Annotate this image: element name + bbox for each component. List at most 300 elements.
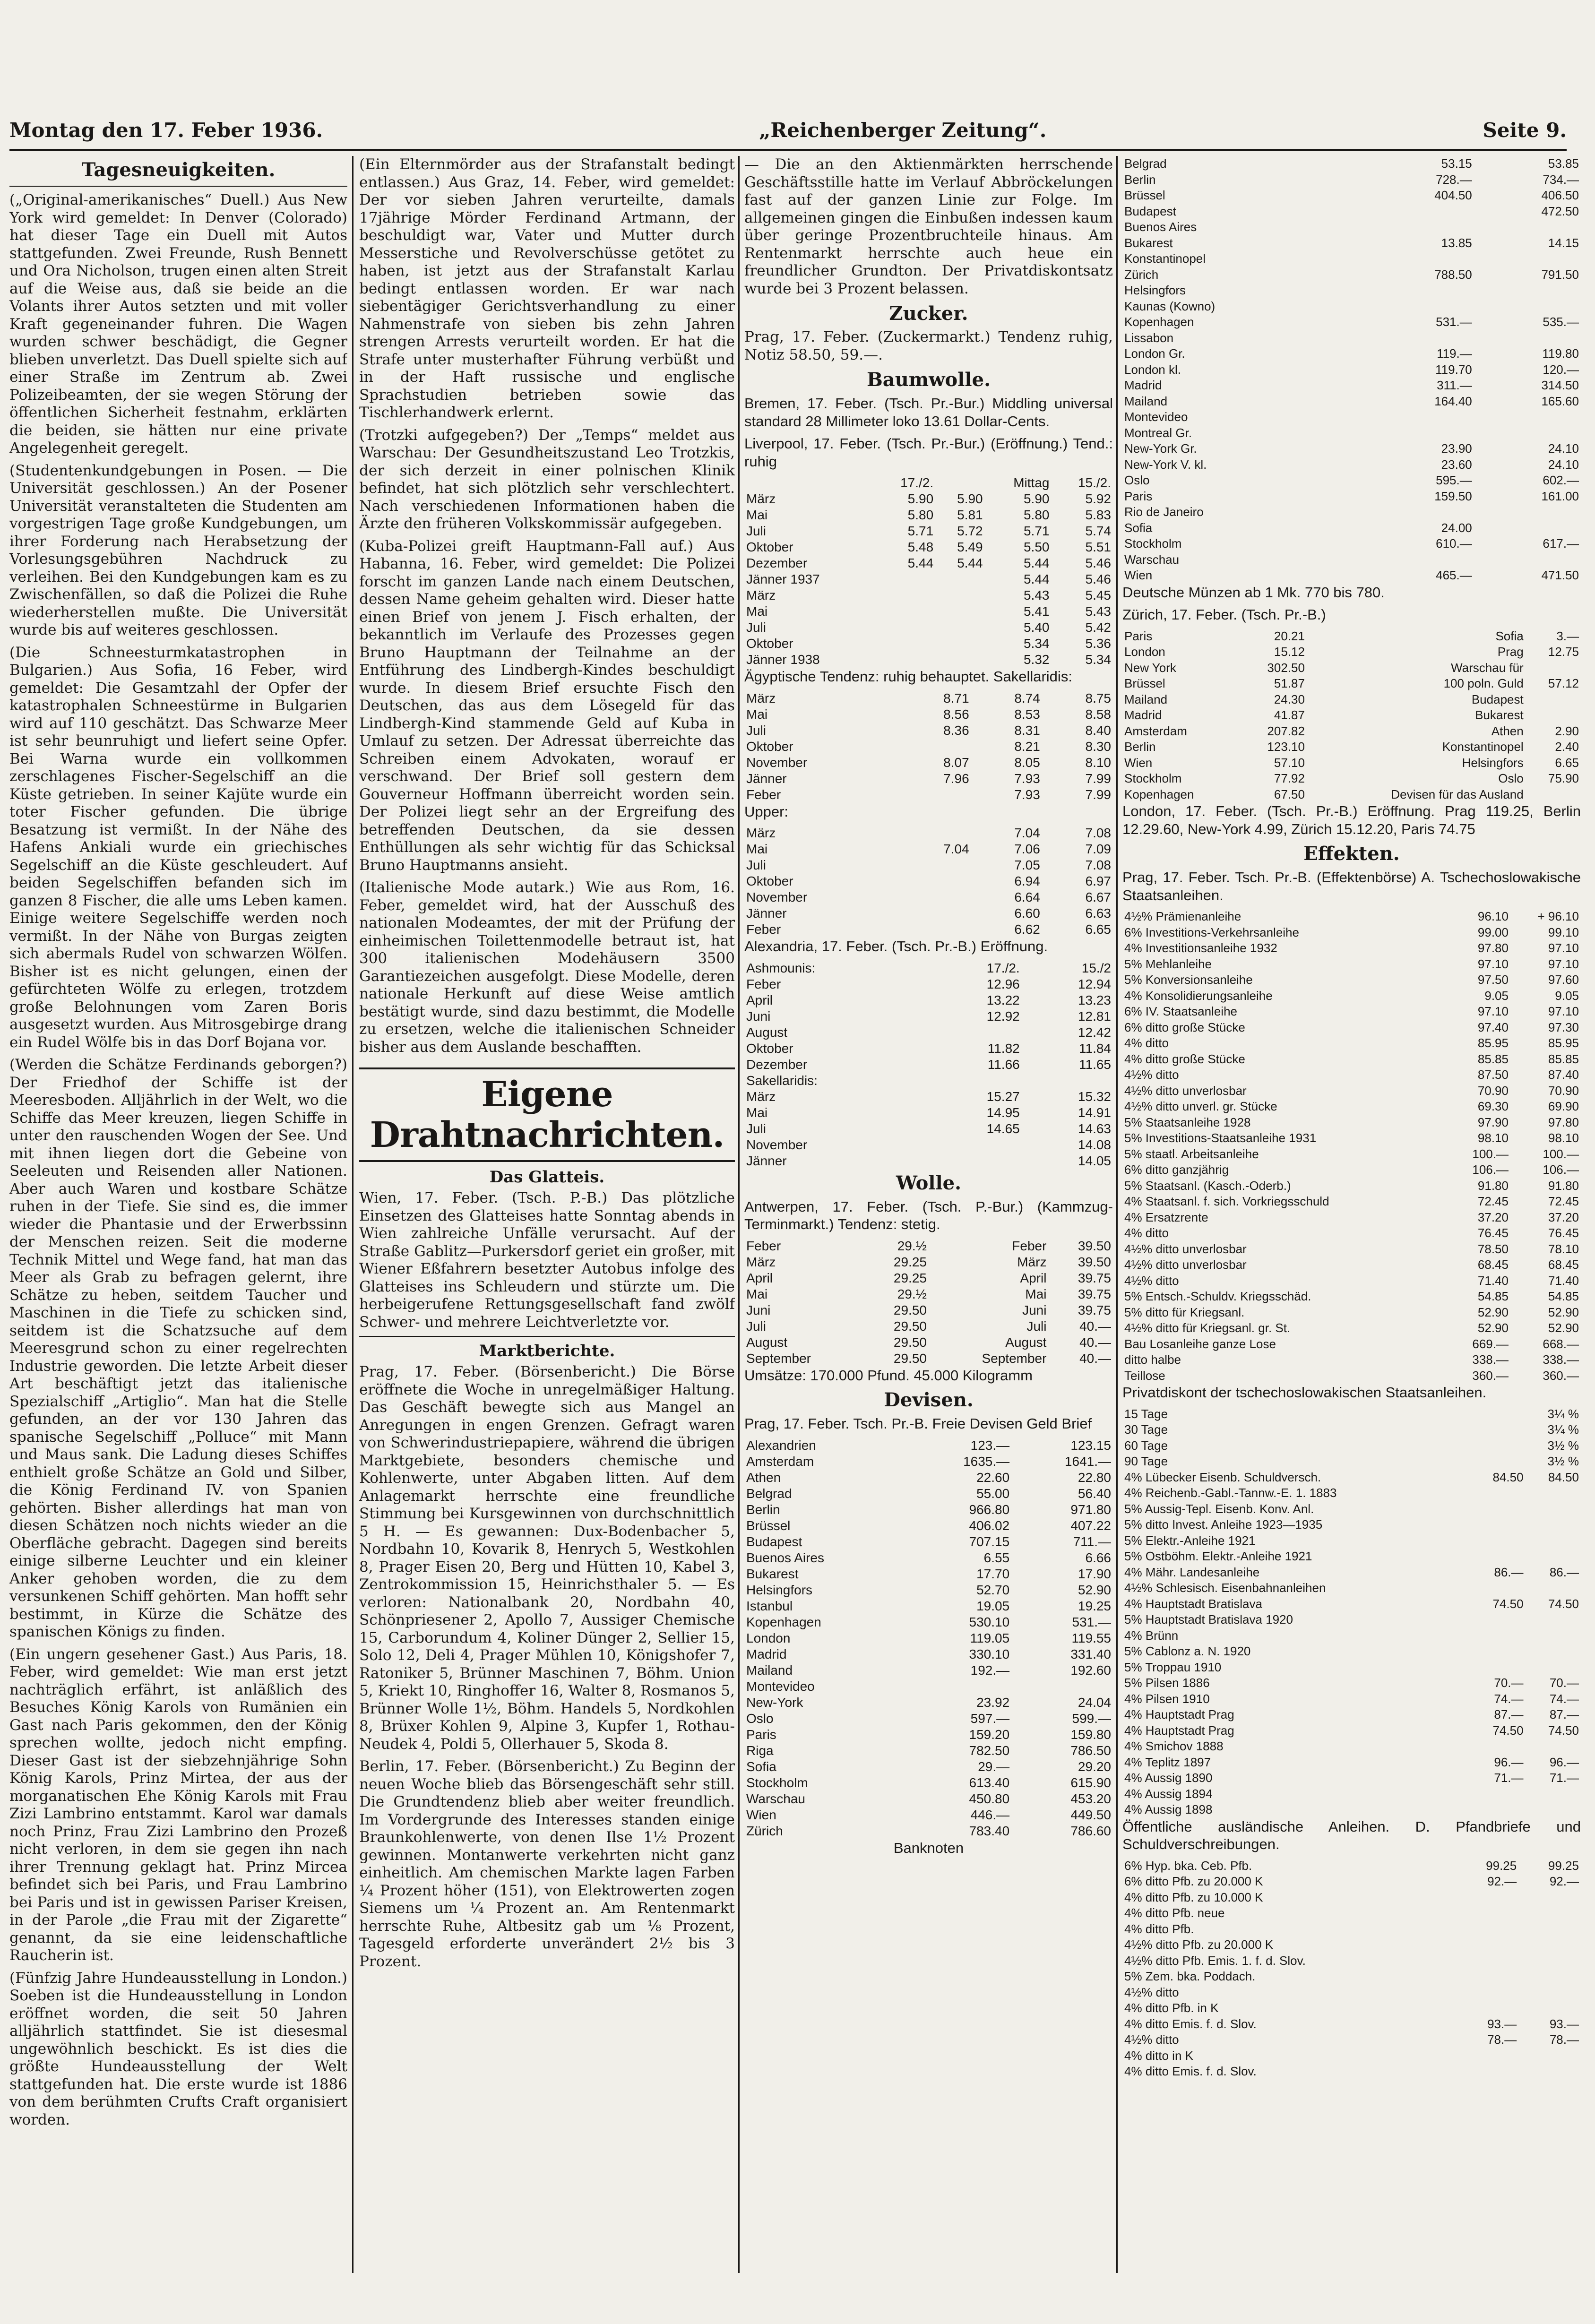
- table-cell: 14.95: [986, 1105, 1020, 1120]
- table-cell: 788.50: [1434, 267, 1472, 282]
- table-cell: 99.25: [1486, 1858, 1517, 1873]
- table-cell: 8.10: [1085, 755, 1111, 770]
- table-cell: 8.71: [943, 690, 969, 706]
- table-row: [1122, 972, 1581, 988]
- table-cell: Jänner 1937: [746, 572, 820, 586]
- table-cell: Montreal Gr.: [1124, 425, 1192, 440]
- table-row: [1122, 552, 1581, 568]
- table-row: [744, 1598, 1113, 1614]
- table-row: [1122, 1438, 1581, 1454]
- table-row: [1122, 676, 1581, 692]
- table-cell: [1470, 1517, 1525, 1533]
- table-cell: [935, 620, 984, 636]
- table-row: [744, 1024, 1113, 1041]
- egypt-heading: Ägyptische Tendenz: ruhig behauptet. Sakellaridis:: [744, 668, 1072, 685]
- table-cell: 472.50: [1541, 204, 1579, 218]
- table-row: [1122, 1660, 1581, 1676]
- table-cell: 4% ditto: [1124, 1226, 1169, 1240]
- table-row: [744, 1743, 1113, 1759]
- table-row: [744, 491, 1113, 507]
- table-row: [744, 1630, 1113, 1646]
- table-cell: 602.—: [1543, 473, 1579, 487]
- table-row: [744, 787, 1113, 803]
- table-cell: [1470, 1612, 1525, 1628]
- table-cell: 87.—: [1494, 1707, 1524, 1721]
- table-cell: [1526, 1660, 1581, 1676]
- article: — Die an den Aktienmärkten herrschende Geschäftsstille hatte im Verlauf Abbröckelungen fast auf der ganzen Linie zur Folge. Im allgemeinen gingen die Einbußen indessen kaum über geringe Prozentbruchteile hinaus. Am Rentenmarkt herrschte auch heue ein freundlicher Grundton. Der Privatdiskontsatz wurde bei 3 Prozent belassen.: [744, 156, 1113, 297]
- table-row: [744, 739, 1113, 755]
- table-cell: [1526, 1485, 1581, 1501]
- table-cell: 90 Tage: [1124, 1454, 1168, 1468]
- table-cell: 29.25: [893, 1254, 927, 1269]
- table-cell: Oktober: [746, 739, 793, 754]
- table-cell: 52.70: [976, 1582, 1010, 1597]
- table-row: [1122, 156, 1581, 172]
- table-cell: 106.—: [1472, 1162, 1509, 1177]
- table-row: [1122, 188, 1581, 204]
- table-cell: 70.90: [1477, 1083, 1509, 1098]
- table-cell: 615.90: [1070, 1775, 1111, 1790]
- table-cell: Feber: [746, 1238, 781, 1253]
- table-cell: 786.50: [1070, 1743, 1111, 1758]
- table-row: [744, 1566, 1113, 1582]
- table-row: [744, 1711, 1113, 1727]
- table-cell: 8.75: [1085, 690, 1111, 706]
- table-cell: [935, 587, 984, 603]
- table-cell: 55.00: [976, 1486, 1010, 1501]
- table-cell: 4% Aussig 1894: [1124, 1786, 1213, 1801]
- table-cell: 5.80: [907, 508, 934, 522]
- table-row: [1122, 1352, 1581, 1368]
- table-row: [1122, 1336, 1581, 1352]
- table-cell: 40.—: [1079, 1318, 1111, 1334]
- banknoten-heading: Banknoten: [893, 1839, 964, 1856]
- table-cell: 92.—: [1549, 1874, 1579, 1888]
- table-cell: 8.53: [1014, 706, 1040, 722]
- table-cell: 8.58: [1085, 706, 1111, 722]
- table-row: [744, 723, 1113, 739]
- table-cell: Wien: [746, 1807, 776, 1822]
- table-cell: 971.80: [1070, 1502, 1111, 1517]
- table-cell: 7.93: [1014, 787, 1040, 802]
- table-cell: Rio de Janeiro: [1124, 505, 1204, 519]
- table-row: [1122, 787, 1581, 803]
- table-cell: 13.23: [1078, 992, 1111, 1007]
- table-row: [1122, 1723, 1581, 1739]
- table-cell: [930, 1073, 1021, 1089]
- table-cell: 4½% ditto: [1124, 2032, 1179, 2047]
- table-cell: [874, 636, 936, 652]
- table-cell: 8.30: [1085, 739, 1111, 754]
- table-cell: London kl.: [1124, 362, 1181, 377]
- table-cell: 6.66: [1085, 1550, 1111, 1565]
- table-cell: 15./2: [1081, 960, 1111, 975]
- table-cell: 669.—: [1472, 1336, 1509, 1351]
- table-cell: April: [746, 1270, 773, 1285]
- table-cell: 531.—: [1072, 1614, 1111, 1629]
- table-row: [744, 873, 1113, 889]
- table-cell: Paris: [1124, 628, 1153, 643]
- table-cell: 6.97: [1085, 874, 1111, 888]
- table-cell: 39.50: [1078, 1254, 1111, 1269]
- table-cell: 9.05: [1555, 988, 1579, 1003]
- table-cell: 56.40: [1078, 1486, 1111, 1501]
- muenzen-note: Deutsche Münzen ab 1 Mk. 770 bis 780.: [1122, 584, 1385, 601]
- table-cell: [1470, 1580, 1525, 1596]
- table-cell: 15./2.: [1078, 475, 1111, 490]
- table-row: [1122, 504, 1581, 520]
- table-cell: Paris: [1124, 489, 1153, 503]
- table-cell: 97.30: [1548, 1020, 1579, 1034]
- privat-table: [1122, 1406, 1581, 1470]
- table-cell: [900, 787, 971, 803]
- table-row: [1122, 204, 1581, 220]
- table-cell: 6% ditto ganzjährig: [1124, 1162, 1229, 1177]
- table-row: [744, 706, 1113, 723]
- table-cell: 97.90: [1477, 1115, 1509, 1129]
- table-cell: 78.10: [1548, 1241, 1579, 1256]
- table-cell: 7.08: [1085, 858, 1111, 872]
- table-cell: 52.90: [1477, 1321, 1509, 1335]
- table-row: [1122, 1675, 1581, 1691]
- table-cell: 8.74: [1014, 690, 1040, 706]
- alexandria-heading: Alexandria, 17. Feber. (Tsch. Pr.-B.) Eröffnung.: [744, 938, 1048, 955]
- table-cell: [1526, 787, 1581, 803]
- table-row: [744, 555, 1113, 571]
- table-cell: [874, 571, 936, 587]
- table-cell: Lissabon: [1124, 330, 1174, 345]
- table-cell: 74.—: [1494, 1691, 1524, 1706]
- table-cell: [1470, 1628, 1525, 1644]
- table-cell: 72.45: [1548, 1194, 1579, 1208]
- table-cell: 71.40: [1548, 1273, 1579, 1288]
- table-cell: [1474, 219, 1581, 235]
- table-cell: [900, 905, 971, 921]
- table-cell: 5.90: [1023, 491, 1050, 506]
- table-cell: 99.00: [1477, 925, 1509, 939]
- table-row: [1122, 536, 1581, 552]
- table-row: [744, 1807, 1113, 1823]
- zucker-report: Prag, 17. Feber. (Zuckermarkt.) Tendenz ruhig, Notiz 58.50, 59.—.: [744, 328, 1113, 363]
- table-row: [1122, 1320, 1581, 1336]
- table-cell: 728.—: [1436, 172, 1472, 187]
- table-cell: [900, 921, 971, 938]
- table-cell: 74.50: [1492, 1596, 1524, 1611]
- table-cell: 8.36: [943, 723, 969, 738]
- table-cell: 530.10: [969, 1614, 1010, 1629]
- table-cell: 5.44: [1023, 556, 1050, 570]
- table-row: [744, 889, 1113, 905]
- table-cell: Mai: [746, 1105, 768, 1120]
- table-row: [744, 587, 1113, 603]
- table-cell: Buenos Aires: [746, 1550, 824, 1565]
- table-cell: Juni: [746, 1302, 771, 1317]
- table-row: [1122, 1533, 1581, 1549]
- table-row: [744, 841, 1113, 857]
- table-cell: Brüssel: [1124, 676, 1165, 690]
- table-cell: 1641.—: [1064, 1454, 1111, 1469]
- table-cell: 11.82: [987, 1041, 1020, 1056]
- table-cell: 69.90: [1548, 1099, 1579, 1113]
- table-row: [744, 620, 1113, 636]
- table-cell: 6% IV. Staatsanleihe: [1124, 1004, 1237, 1018]
- table-cell: April: [746, 992, 773, 1007]
- table-row: [744, 1318, 1113, 1334]
- table-cell: 5.32: [1023, 652, 1050, 667]
- table-row: [1122, 2016, 1581, 2032]
- table-cell: [1518, 1969, 1581, 1985]
- table-cell: [1457, 1905, 1519, 1921]
- table-cell: [1367, 204, 1474, 220]
- table-cell: 17./2.: [986, 960, 1020, 975]
- table-cell: 5% staatl. Arbeitsanleihe: [1124, 1146, 1259, 1161]
- table-cell: [935, 603, 984, 620]
- devisen-heading: Prag, 17. Feber. Tsch. Pr.-B. Freie Devisen Geld Brief: [744, 1415, 1092, 1432]
- table-cell: 4% ditto: [1124, 1036, 1169, 1050]
- table-cell: 119.70: [1435, 362, 1472, 377]
- table-cell: 450.80: [969, 1791, 1010, 1806]
- table-cell: 87.—: [1549, 1707, 1579, 1721]
- table-cell: 5% Staatsanleihe 1928: [1124, 1115, 1251, 1129]
- article: (Die Schneesturmkatastrophen in Bulgarien.) Aus Sofia, 16 Feber, wird gemeldet: Die Gesamtzahl der Opfer der katastrophalen Schneestürme in Bulgarien wird auf 110 geschätzt. Das Schwarze Meer ist sehr beunruhigt und liefert seine Opfer. Bei Warna wurde ein vollkommen zerschlagenes Fischer-Segelschiff an die Küste getrieben. In seiner Kajüte wurde ein toter Fischer gefunden. Die übrige Besatzung ist vermißt. In der Nähe des Hafens Ankiali wurde ein griechisches Segelschiff an die Küste geschleudert. Auf beiden Segelschiffen befanden sich im ganzen 8 Fischer, die alle ums Leben kamen. Einige weitere Segelschiffe werden noch vermißt. In der Nähe von Burgas zeigten sich abermals Rudel von schwarzen Wölfen. Bisher ist es nicht gelungen, einen der gefürchteten Wölfe zu erlegen, trotzdem große Belohnungen vom Zaren Boris ausgesetzt wurden. Aus Mitrosgebirge drang ein Rudel Wölfe bis in das Dorf Bojana vor.: [9, 644, 347, 1051]
- table-cell: 78.—: [1487, 2032, 1517, 2047]
- table-cell: 6.65: [1555, 755, 1579, 770]
- table-cell: [1457, 1937, 1519, 1953]
- table-cell: Oslo: [746, 1711, 774, 1726]
- table-cell: Bukarest: [746, 1566, 799, 1581]
- table-row: [1122, 1020, 1581, 1036]
- table-cell: [1457, 2000, 1519, 2016]
- table-cell: Sofia: [1495, 628, 1524, 643]
- table-cell: 106.—: [1543, 1162, 1579, 1177]
- table-cell: 19.25: [1078, 1598, 1111, 1613]
- table-cell: 6% ditto Pfb. zu 20.000 K: [1124, 1874, 1263, 1888]
- table-row: [1122, 1004, 1581, 1020]
- table-cell: 67.50: [1274, 787, 1305, 801]
- table-cell: [1474, 409, 1581, 425]
- table-cell: Athen: [746, 1470, 781, 1485]
- table-row: [1122, 1067, 1581, 1083]
- table-cell: 734.—: [1543, 172, 1579, 187]
- table-cell: [1474, 552, 1581, 568]
- table-cell: Mittag: [1013, 475, 1050, 490]
- table-cell: Alexandrien: [746, 1437, 816, 1453]
- table-row: [1122, 1517, 1581, 1533]
- table-row: [1122, 330, 1581, 346]
- table-row: [1122, 1406, 1581, 1422]
- table-cell: 7.93: [1014, 771, 1040, 786]
- table-cell: November: [746, 890, 808, 904]
- table-cell: 597.—: [970, 1711, 1010, 1726]
- table-row: [1122, 520, 1581, 536]
- table-cell: 4½% ditto unverlosbar: [1124, 1257, 1247, 1272]
- table-cell: Brüssel: [746, 1518, 791, 1533]
- table-cell: [935, 652, 984, 668]
- table-cell: 8.31: [1014, 723, 1040, 738]
- table-cell: [1457, 1921, 1519, 1937]
- table-row: [1122, 378, 1581, 394]
- table-cell: 93.—: [1487, 2016, 1517, 2031]
- table-cell: 782.50: [969, 1743, 1010, 1758]
- table-cell: 23.92: [976, 1695, 1010, 1710]
- table-row: [744, 1759, 1113, 1775]
- table-cell: 465.—: [1436, 568, 1472, 582]
- pfand-table: [1122, 1858, 1581, 2080]
- table-cell: 11.65: [1079, 1057, 1111, 1072]
- table-row: [1122, 1770, 1581, 1786]
- table-cell: 613.40: [969, 1775, 1010, 1790]
- table-cell: [1518, 2064, 1581, 2080]
- table-cell: [1526, 1786, 1581, 1802]
- table-cell: Berlin: [1124, 172, 1156, 187]
- table-cell: September: [982, 1351, 1047, 1366]
- table-cell: 97.10: [1548, 1004, 1579, 1018]
- table-cell: Budapest: [1124, 204, 1176, 218]
- table-row: [1122, 1289, 1581, 1305]
- table-row: [744, 636, 1113, 652]
- table-cell: 5.51: [1085, 540, 1111, 554]
- article: (Studentenkundgebungen in Posen. — Die Universität geschlossen.) An der Posener Universität veranstalteten die Studenten am vorgestrigen Tage große Kundgebungen, um ihrer Forderung nach Herabsetzung der Vorlesungsgebühren Nachdruck zu verleihen. Bei den Kundgebungen kam es zu Zwischenfällen, so daß die Polizei die Ruhe wiederherstellen mußte. Die Universität wurde bis auf weiteres geschlossen.: [9, 462, 347, 638]
- liverpool-table: [744, 475, 1113, 668]
- table-row: [744, 1302, 1113, 1318]
- table-cell: 7.05: [1014, 858, 1040, 872]
- subheading-glatteis: Das Glatteis.: [489, 1168, 605, 1187]
- table-cell: 4% Smichov 1888: [1124, 1739, 1224, 1753]
- antwerpen-heading: Antwerpen, 17. Feber. (Tsch. P.-Bur.) (Kammzug-Terminmarkt.) Tendenz: stetig.: [744, 1198, 1113, 1232]
- section-title-tagesneuigkeiten: Tagesneuigkeiten.: [81, 159, 276, 181]
- table-cell: 4% Hauptstadt Prag: [1124, 1707, 1234, 1721]
- table-cell: 7.04: [943, 842, 969, 856]
- table-cell: 123.15: [1070, 1437, 1111, 1453]
- table-row: [744, 1486, 1113, 1502]
- table-cell: 40.—: [1079, 1334, 1111, 1350]
- table-row: [1122, 956, 1581, 973]
- effekten-heading: Prag, 17. Feber. Tsch. Pr.-B. (Effektenbörse) A. Tschechoslowakische Staatsanleihen.: [1122, 869, 1581, 904]
- table-cell: 100.—: [1472, 1146, 1509, 1161]
- table-row: [1122, 707, 1581, 723]
- table-row: [1122, 457, 1581, 473]
- table-cell: 37.20: [1548, 1210, 1579, 1224]
- table-cell: 30 Tage: [1124, 1422, 1168, 1437]
- table-row: [1122, 425, 1581, 441]
- article: („Original-amerikanisches“ Duell.) Aus New York wird gemeldet: In Denver (Colorado) hat dieser Tage ein Duell mit Autos stattgefunden. Zwei Freunde, Rush Bennett und Ora Nicholson, trugen einen alten Streit auf die Weise aus, daß sie beide an die Volants ihrer Autos setzten und mit voller Kraft gegeneinander fuhren. Die Wagen wurden schwer beschädigt, die Gegner blieben unverletzt. Das Duell spielte sich auf einer Straße im Zentrum ab. Zwei Polizeibeamten, der sie wegen Störung der öffentlichen Sicherheit festnahm, erklärten die beiden, sie hätten nur eine private Angelegenheit geregelt.: [9, 191, 347, 456]
- table-cell: 74.50: [1548, 1596, 1579, 1611]
- table-cell: 85.95: [1477, 1036, 1509, 1050]
- table-cell: Riga: [746, 1743, 774, 1758]
- table-cell: Oktober: [746, 636, 793, 651]
- table-cell: 4% Aussig 1890: [1124, 1771, 1213, 1785]
- table-row: [744, 857, 1113, 873]
- table-cell: Buenos Aires: [1124, 220, 1197, 234]
- table-cell: 22.80: [1078, 1470, 1111, 1485]
- table-row: [744, 571, 1113, 587]
- table-cell: 5.90: [907, 491, 934, 506]
- table-row: [1122, 314, 1581, 330]
- table-cell: 97.60: [1548, 973, 1579, 987]
- table-cell: Sofia: [1124, 520, 1153, 535]
- table-cell: 24.00: [1441, 520, 1472, 535]
- table-cell: Belgrad: [746, 1486, 792, 1501]
- table-cell: 5.48: [907, 540, 934, 554]
- table-row: [1122, 1580, 1581, 1596]
- table-row: [744, 1454, 1113, 1470]
- table-cell: 406.50: [1541, 188, 1579, 202]
- table-cell: [1526, 1533, 1581, 1549]
- table-cell: Jänner: [746, 771, 787, 786]
- table-cell: Berlin: [1124, 740, 1156, 754]
- table-cell: 96.—: [1549, 1755, 1579, 1769]
- table-cell: [874, 603, 936, 620]
- table-cell: [1470, 1802, 1525, 1818]
- table-row: [1122, 267, 1581, 283]
- table-cell: 5.46: [1085, 572, 1111, 586]
- table-cell: 5.46: [1085, 556, 1111, 570]
- table-cell: 4% ditto Pfb.: [1124, 1921, 1194, 1936]
- table-cell: 14.15: [1548, 235, 1579, 250]
- table-cell: 331.40: [1070, 1646, 1111, 1661]
- table-cell: [1526, 692, 1581, 708]
- table-cell: Devisen für das Ausland: [1391, 787, 1524, 801]
- table-cell: 4½% ditto: [1124, 1273, 1179, 1288]
- table-cell: [1367, 219, 1474, 235]
- table-cell: 4½% ditto Pfb. Emis. 1. f. d. Slov.: [1124, 1953, 1306, 1968]
- table-cell: [900, 857, 971, 873]
- table-cell: 4% Mähr. Landesanleihe: [1124, 1565, 1260, 1579]
- table-cell: Kopenhagen: [1124, 315, 1194, 329]
- table-row: [744, 1105, 1113, 1121]
- table-cell: Ashmounis:: [746, 960, 816, 975]
- table-cell: Helsingfors: [1124, 283, 1186, 297]
- article: Prag, 17. Feber. (Börsenbericht.) Die Börse eröffnete die Woche in unregelmäßiger Haltung. Das Geschäft bewegte sich aus Mangel an Anregungen in engen Grenzen. Gefragt waren von Schwerindustriepapiere, während die übrigen Marktgebiete, besonders chemische und Kohlenwerte, unter Abgaben litten. Auf dem Anlagemarkt herrschte eine freundliche Stimmung bei Kursgewinnen von durchschnittlich 5 H. — Es gewannen: Dux-Bodenbacher 5, Nordbahn 10, Kovarik 8, Henrych 5, Westkohlen 8, Prager Eisen 20, Berg und Hütten 10, Kabel 3, Zentrokommission 15, Heinrichsthaler 5. — Es verloren: Nationalbank 20, Nordbahn 40, Schönpriesener 2, Apollo 7, Aussiger Chemische 15, Carborundum 4, Koliner Dünger 2, Sellier 15, Solo 12, Deli 4, Prager Mühlen 10, Königshofer 7, Ratoniker 5, Brünner Maschinen 7, Böhm. Union 5, Kriekt 10, Ringhoffer 16, Walter 8, Rosmanos 5, Brünner Wolle 1½, Böhm. Handels 5, Nordkohlen 8, Brüxer Kohlen 9, Alpine 3, Kupfer 1, Rothau-Neudek 4, Poldi 5, Ollerhauer 5, Skoda 8.: [359, 1363, 735, 1753]
- table-cell: 52.90: [1078, 1582, 1111, 1597]
- table-cell: 6.94: [1014, 874, 1040, 888]
- table-cell: 338.—: [1472, 1352, 1509, 1367]
- table-cell: 535.—: [1543, 315, 1579, 329]
- table-cell: 12.75: [1548, 645, 1579, 659]
- table-cell: 791.50: [1541, 267, 1579, 282]
- table-cell: 4% Hauptstadt Prag: [1124, 1723, 1234, 1738]
- table-cell: Kaunas (Kowno): [1124, 299, 1216, 313]
- table-row: [744, 1089, 1113, 1105]
- table-row: [1122, 346, 1581, 362]
- table-cell: 4½% ditto: [1124, 1985, 1179, 1999]
- table-cell: 7.06: [1014, 842, 1040, 856]
- table-cell: 29.50: [893, 1318, 927, 1334]
- table-row: [1122, 1035, 1581, 1051]
- table-cell: 77.92: [1274, 771, 1305, 785]
- table-cell: Mai: [746, 508, 768, 522]
- table-cell: 595.—: [1436, 473, 1472, 487]
- table-row: [1122, 723, 1581, 740]
- table-cell: 84.50: [1548, 1470, 1579, 1484]
- table-cell: 6.64: [1014, 890, 1040, 904]
- table-cell: 24.04: [1078, 1695, 1111, 1710]
- table-cell: 17.70: [976, 1566, 1010, 1581]
- table-cell: [930, 1153, 1021, 1169]
- table-cell: Mai: [1025, 1286, 1047, 1301]
- table-cell: New-York V. kl.: [1124, 457, 1207, 472]
- table-cell: 100 poln. Guld: [1443, 676, 1524, 690]
- table-cell: 7.96: [943, 771, 969, 786]
- table-row: [1122, 1628, 1581, 1644]
- table-cell: 4½% ditto: [1124, 1067, 1179, 1082]
- table-cell: 4% ditto in K: [1124, 2048, 1193, 2063]
- table-cell: 12.92: [986, 1008, 1020, 1024]
- table-cell: Juli: [746, 1121, 767, 1136]
- table-row: [744, 1775, 1113, 1791]
- table-row: [744, 1137, 1113, 1153]
- table-cell: März: [746, 588, 776, 603]
